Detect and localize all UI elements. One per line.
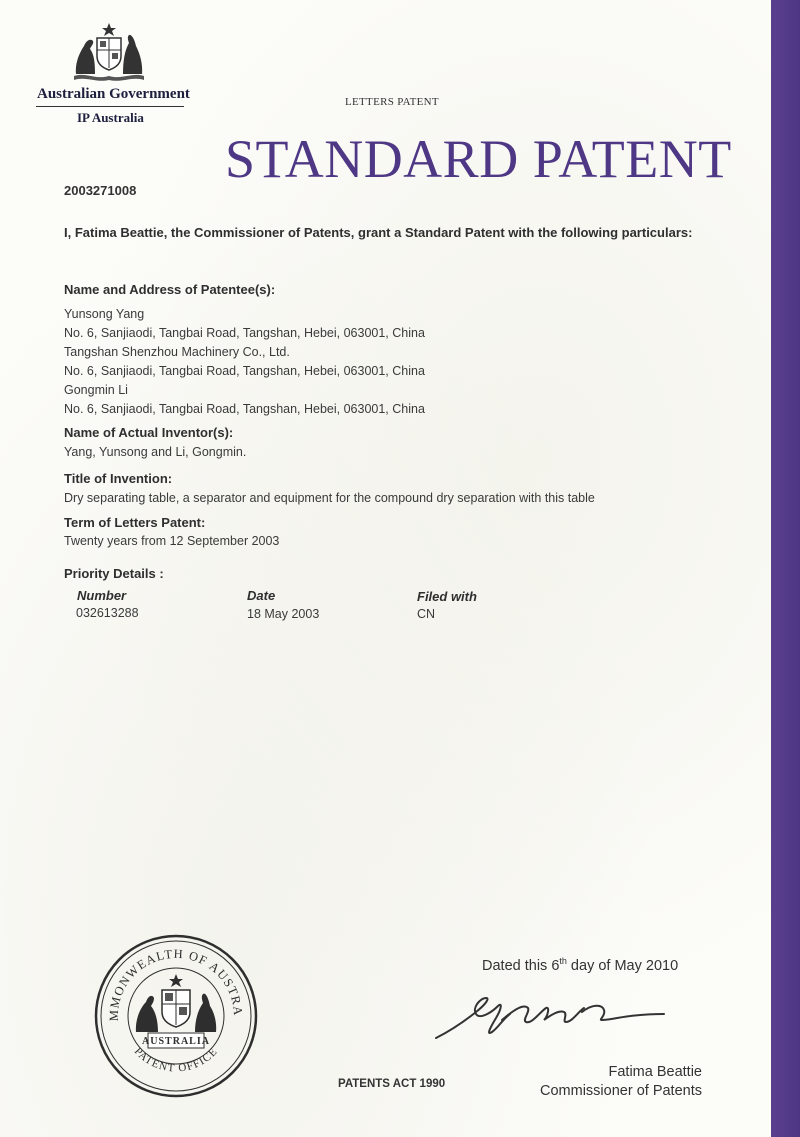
priority-heading: Priority Details :: [64, 566, 164, 581]
patentees-list: [64, 305, 425, 419]
patentee-line: Tangshan Shenzhou Machinery Co., Ltd.: [64, 345, 290, 359]
patentee-line: No. 6, Sanjiaodi, Tangbai Road, Tangshan, Hebei, 063001, China: [64, 364, 425, 378]
patentee-line: No. 6, Sanjiaodi, Tangbai Road, Tangshan, Hebei, 063001, China: [64, 326, 425, 340]
seal-top-text: MMONWEALTH OF AUSTRA: [106, 946, 246, 1022]
government-name: Australian Government: [37, 86, 190, 102]
priority-column-number: Number: [77, 588, 127, 603]
dated-rest: day of May 2010: [566, 957, 679, 974]
svg-text:PATENT OFFICE: [132, 1045, 221, 1074]
patentee-line: Yunsong Yang: [64, 307, 145, 321]
seal-bottom-text: PATENT OFFICE: [131, 1045, 221, 1075]
header-divider: [36, 106, 184, 107]
invention-title-value: Dry separating table, a separator and equipment for the compound dry separation with this table: [64, 491, 595, 505]
handwritten-signature: [432, 990, 668, 1042]
patentee-line: Gongmin Li: [64, 383, 128, 397]
patentees-heading: Name and Address of Patentee(s):: [64, 282, 276, 297]
dated-ordinal: th: [559, 956, 567, 966]
signatory-title: Commissioner of Patents: [540, 1083, 702, 1099]
document-label: LETTERS PATENT: [345, 96, 439, 108]
seal-center-text: AUSTRALIA: [142, 1036, 210, 1047]
patent-office-seal-icon: [92, 932, 260, 1100]
term-value: Twenty years from 12 September 2003: [64, 534, 280, 548]
agency-name: IP Australia: [77, 110, 144, 125]
document-title: STANDARD PATENT: [225, 129, 732, 189]
priority-column-date: Date: [247, 588, 276, 603]
inventors-heading: Name of Actual Inventor(s):: [64, 425, 234, 440]
patents-act: PATENTS ACT 1990: [338, 1078, 446, 1090]
priority-number-value: 032613288: [76, 606, 139, 620]
priority-column-filed-with: Filed with: [417, 589, 477, 604]
coat-of-arms-icon: [66, 22, 152, 84]
term-heading: Term of Letters Patent:: [64, 515, 206, 530]
patent-number: 2003271008: [64, 183, 137, 198]
priority-date-value: 18 May 2003: [247, 607, 320, 621]
grant-statement: I, Fatima Beattie, the Commissioner of Patents, grant a Standard Patent with the following particulars:: [64, 225, 693, 240]
priority-filed-with-value: CN: [417, 607, 436, 621]
signatory-name: Fatima Beattie: [608, 1064, 702, 1080]
patentee-line: No. 6, Sanjiaodi, Tangbai Road, Tangshan, Hebei, 063001, China: [64, 402, 425, 416]
dated-line: [482, 956, 678, 974]
purple-edge-bar: [771, 0, 800, 1137]
invention-title-heading: Title of Invention:: [64, 471, 173, 486]
dated-prefix: Dated this 6: [482, 957, 560, 974]
inventors-value: Yang, Yunsong and Li, Gongmin.: [64, 445, 247, 459]
